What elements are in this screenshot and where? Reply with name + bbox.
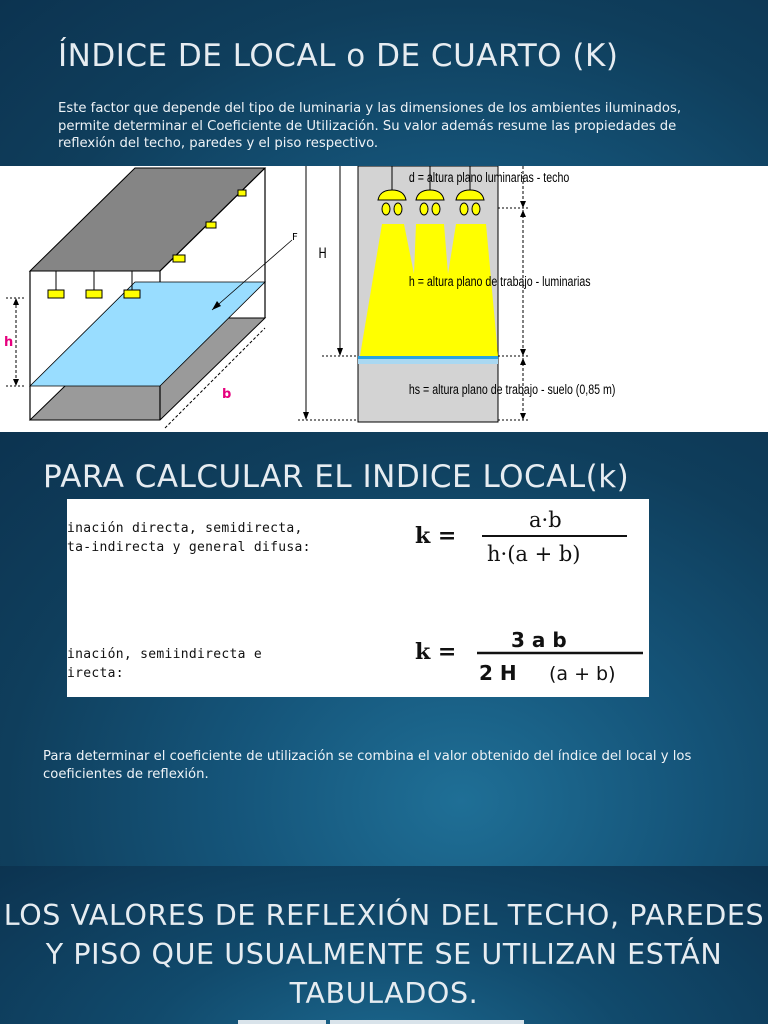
formula1-lhs: k =: [415, 523, 457, 549]
slide-calculate-index: [0, 432, 768, 866]
formula2-label-line2: irecta:: [67, 666, 124, 681]
formula2-denominator-rest: (a + b): [549, 663, 616, 685]
slide-room-index: [0, 0, 768, 432]
formula1-numerator: a·b: [529, 508, 562, 532]
formula1-label-line1: inación directa, semidirecta,: [67, 521, 303, 536]
slide-title: ÍNDICE DE LOCAL o DE CUARTO (K): [58, 38, 619, 74]
legend-hs: hs = altura plano de trabajo - suelo (0,85 m): [408, 381, 616, 398]
legend-h: h = altura plano de trabajo - luminarias: [408, 273, 591, 290]
slide-title: LOS VALORES DE REFLEXIÓN DEL TECHO, PAREDES Y PISO QUE USUALMENTE SE UTILIZAN ESTÁN TABULADOS.: [3, 899, 765, 1010]
light-cones: [360, 224, 498, 356]
label-b: b: [222, 387, 232, 402]
formula-image: [67, 499, 649, 697]
table-top-edge: [238, 1020, 326, 1024]
formula-equations: [67, 499, 649, 697]
formula2-numerator: 3 a b: [511, 628, 567, 652]
slide-description: Para determinar el coeficiente de utilización se combina el valor obtenido del índice del local y los coeficientes de reflexión.: [43, 749, 692, 782]
label-h: h: [4, 335, 14, 350]
formula1-label-line2: ta-indirecta y general difusa:: [67, 540, 311, 555]
label-F: F: [292, 232, 298, 243]
formula2-denominator-bold: 2 H: [479, 661, 517, 685]
slide-reflection-values: [0, 866, 768, 1024]
table-top-edge: [330, 1020, 524, 1024]
label-H: H: [318, 244, 327, 262]
formula2-lhs: k =: [415, 639, 457, 665]
slide-title: PARA CALCULAR EL INDICE LOCAL(k): [43, 459, 630, 495]
formula1-denominator: h·(a + b): [487, 542, 581, 566]
slide-description: Este factor que depende del tipo de luminaria y las dimensiones de los ambientes iluminados, permite determinar el Coeficiente de Utilización. Su valor además resume las propiedades de reflexión del techo, paredes y el piso respectivo.: [58, 101, 682, 151]
legend-d: d = altura plano luminarias - techo: [408, 169, 570, 186]
room-dimensions-diagram: [0, 166, 768, 432]
formula2-label-line1: inación, semiindirecta e: [67, 647, 263, 662]
ceiling-plane: [30, 168, 265, 271]
